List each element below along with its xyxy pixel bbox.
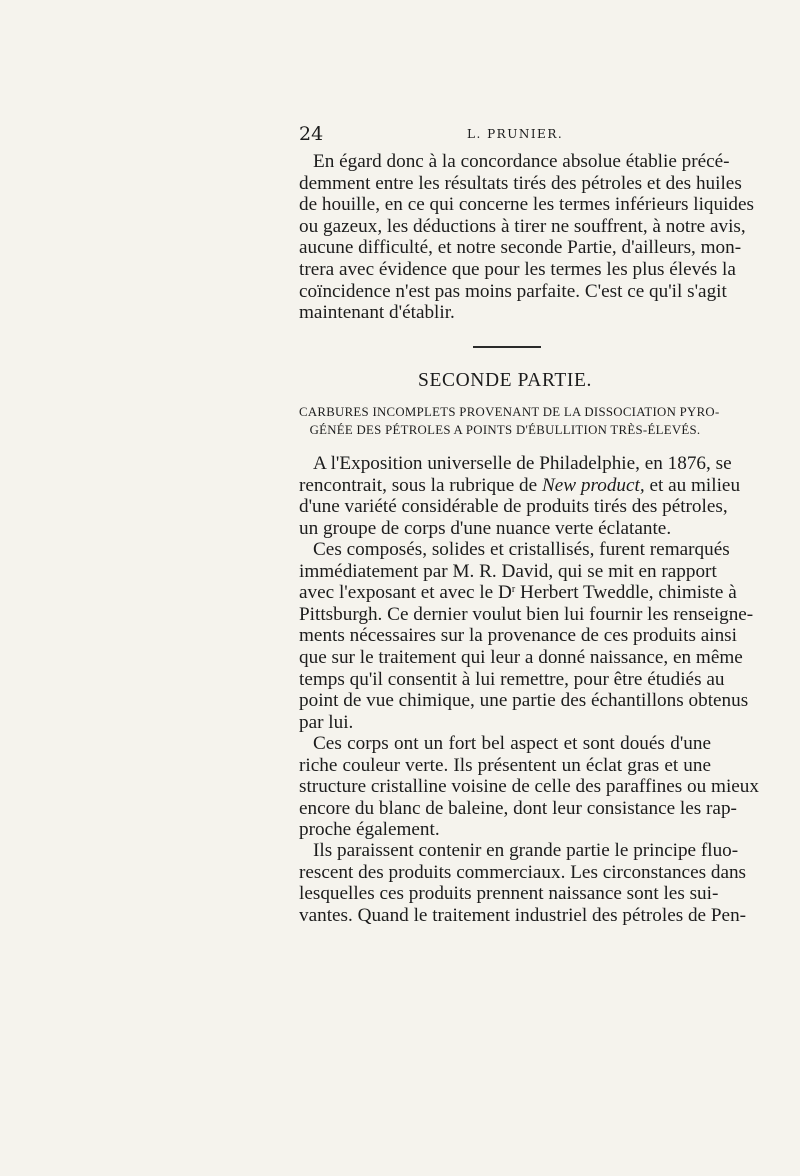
running-head: L. PRUNIER. (467, 127, 564, 141)
superscript: r (511, 584, 516, 596)
subtitle-line: GÉNÉE DES PÉTROLES A POINTS D'ÉBULLITION TRÈS-ÉLEVÉS. (309, 423, 701, 437)
text-line: un groupe de corps d'une nuance verte éclatante. (299, 517, 672, 539)
text-fragment: rencontrait, sous la rubrique de (299, 474, 542, 496)
text-line: En égard donc à la concordance absolue établie précé- (313, 151, 730, 172)
section-divider (473, 346, 541, 348)
text-line: immédiatement par M. R. David, qui se mit en rapport (299, 560, 717, 582)
section-subtitle (299, 403, 720, 439)
text-line: aucune difficulté, et notre seconde Partie, d'ailleurs, mon- (299, 237, 742, 259)
text-line (299, 474, 741, 497)
text-line: Ces composés, solides et cristallisés, furent remarqués (313, 539, 730, 560)
text-line: encore du blanc de baleine, dont leur consistance les rap- (299, 797, 737, 819)
body-paragraph-1 (299, 453, 741, 539)
intro-paragraph (299, 151, 755, 324)
text-line: Ils paraissent contenir en grande partie le principe fluo- (313, 840, 739, 861)
body-paragraph-4 (299, 840, 747, 926)
section-title: SECONDE PARTIE. (418, 370, 592, 391)
text-line: Ces corps ont un fort bel aspect et sont doués d'une (313, 733, 711, 754)
text-line: riche couleur verte. Ils présentent un éclat gras et une (299, 754, 711, 776)
text-line: rescent des produits commerciaux. Les circonstances dans (299, 861, 747, 883)
text-line: par lui. (299, 711, 354, 733)
text-fragment: et au milieu (644, 474, 741, 496)
text-line: ments nécessaires sur la provenance de ces produits ainsi (299, 625, 737, 647)
subtitle-line: CARBURES INCOMPLETS PROVENANT DE LA DISSOCIATION PYRO- (299, 405, 720, 419)
italic-term: New product, (541, 474, 645, 496)
text-line: coïncidence n'est pas moins parfaite. C'est ce qu'il s'agit (299, 280, 727, 302)
text-line: lesquelles ces produits prennent naissance sont les sui- (299, 883, 719, 905)
text-line: proche également. (299, 819, 440, 841)
text-line: A l'Exposition universelle de Philadelphie, en 1876, se (313, 453, 732, 474)
text-line: structure cristalline voisine de celle des paraffines ou mieux (299, 776, 759, 798)
text-line: vantes. Quand le traitement industriel des pétroles de Pen- (299, 904, 747, 926)
text-line: que sur le traitement qui leur a donné naissance, en même (299, 646, 743, 668)
page-number: 24 (299, 123, 324, 145)
text-line (299, 582, 737, 604)
body-paragraph-2 (299, 539, 754, 733)
text-line: Pittsburgh. Ce dernier voulut bien lui fournir les renseigne- (299, 603, 754, 625)
text-line: trera avec évidence que pour les termes les plus élevés la (299, 258, 736, 280)
text-line: maintenant d'établir. (299, 302, 455, 324)
body-paragraph-3 (299, 733, 759, 841)
text-fragment: Herbert Tweddle, chimiste à (515, 582, 737, 604)
text-line: de houille, en ce qui concerne les termes inférieurs liquides (299, 194, 755, 216)
text-line: demment entre les résultats tirés des pétroles et des huiles (299, 172, 742, 194)
text-line: temps qu'il consentit à lui remettre, pour être étudiés au (299, 668, 725, 690)
text-fragment: avec l'exposant et avec le D (299, 582, 512, 604)
text-line: d'une variété considérable de produits tirés des pétroles, (299, 496, 728, 518)
page-header (299, 123, 711, 147)
text-line: point de vue chimique, une partie des échantillons obtenus (299, 690, 749, 712)
text-line: ou gazeux, les déductions à tirer ne souffrent, à notre avis, (299, 215, 746, 237)
